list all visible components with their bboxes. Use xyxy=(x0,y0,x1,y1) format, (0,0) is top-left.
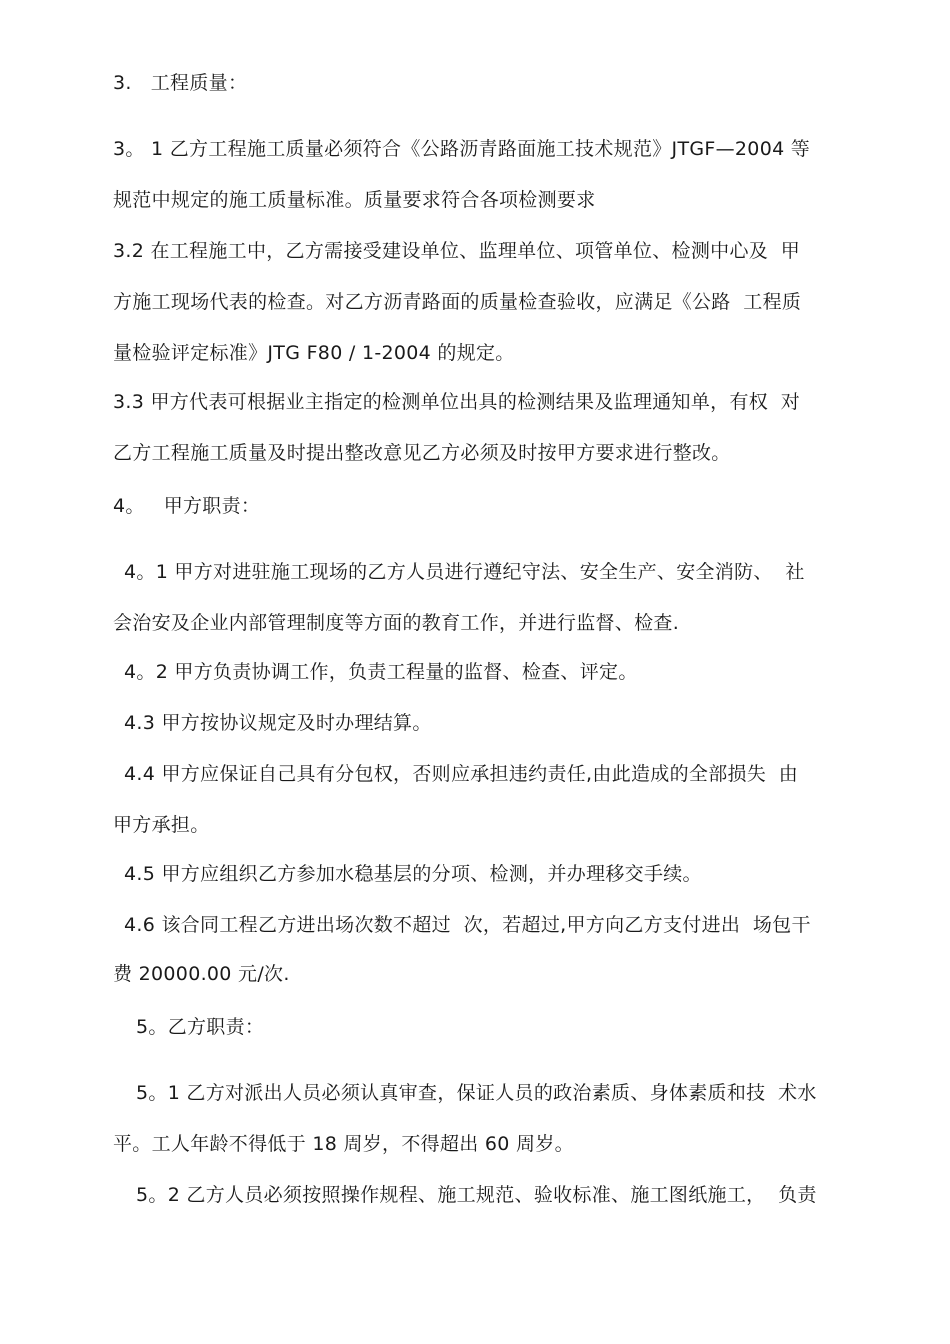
clause-4-2: 4。2 甲方负责协调工作，负责工程量的监督、检查、评定。 xyxy=(124,661,638,683)
clause-3-3-line-2: 乙方工程施工质量及时提出整改意见乙方必须及时按甲方要求进行整改。 xyxy=(113,442,731,464)
clause-5-1-line-2: 平。工人年龄不得低于 18 周岁，不得超出 60 周岁。 xyxy=(113,1133,574,1155)
clause-5-2-line-1: 5。2 乙方人员必须按照操作规程、施工规范、验收标准、施工图纸施工， 负责 xyxy=(136,1184,817,1206)
clause-4-1-line-1: 4。1 甲方对进驻施工现场的乙方人员进行遵纪守法、安全生产、安全消防、 社 xyxy=(124,561,805,583)
clause-4-6-line-2: 费 20000.00 元/次. xyxy=(113,963,290,985)
section-3-heading: 3. 工程质量： xyxy=(113,72,248,94)
section-5-heading: 5。乙方职责： xyxy=(136,1016,265,1038)
clause-4-5: 4.5 甲方应组织乙方参加水稳基层的分项、检测，并办理移交手续。 xyxy=(124,863,702,885)
clause-3-2-line-3: 量检验评定标准》JTG F80 / 1-2004 的规定。 xyxy=(113,342,515,364)
clause-4-6-line-1: 4.6 该合同工程乙方进出场次数不超过 次，若超过,甲方向乙方支付进出 场包干 xyxy=(124,914,811,936)
clause-3-3-line-1: 3.3 甲方代表可根据业主指定的检测单位出具的检测结果及监理通知单，有权 对 xyxy=(113,391,801,413)
clause-3-1-line-1: 3。 1 乙方工程施工质量必须符合《公路沥青路面施工技术规范》JTGF—2004 等 xyxy=(113,138,811,160)
clause-3-1-line-2: 规范中规定的施工质量标准。质量要求符合各项检测要求 xyxy=(113,189,596,211)
clause-4-3: 4.3 甲方按协议规定及时办理结算。 xyxy=(124,712,432,734)
clause-4-4-line-1: 4.4 甲方应保证自己具有分包权，否则应承担违约责任,由此造成的全部损失 由 xyxy=(124,763,799,785)
clause-3-2-line-2: 方施工现场代表的检查。对乙方沥青路面的质量检查验收，应满足《公路 工程质 xyxy=(113,291,802,313)
section-4-heading: 4。 甲方职责： xyxy=(113,495,261,517)
clause-5-1-line-1: 5。1 乙方对派出人员必须认真审查，保证人员的政治素质、身体素质和技 术水 xyxy=(136,1082,817,1104)
clause-3-2-line-1: 3.2 在工程施工中，乙方需接受建设单位、监理单位、项管单位、检测中心及 甲 xyxy=(113,240,801,262)
clause-4-4-line-2: 甲方承担。 xyxy=(113,814,210,836)
clause-4-1-line-2: 会治安及企业内部管理制度等方面的教育工作，并进行监督、检查. xyxy=(113,612,680,634)
